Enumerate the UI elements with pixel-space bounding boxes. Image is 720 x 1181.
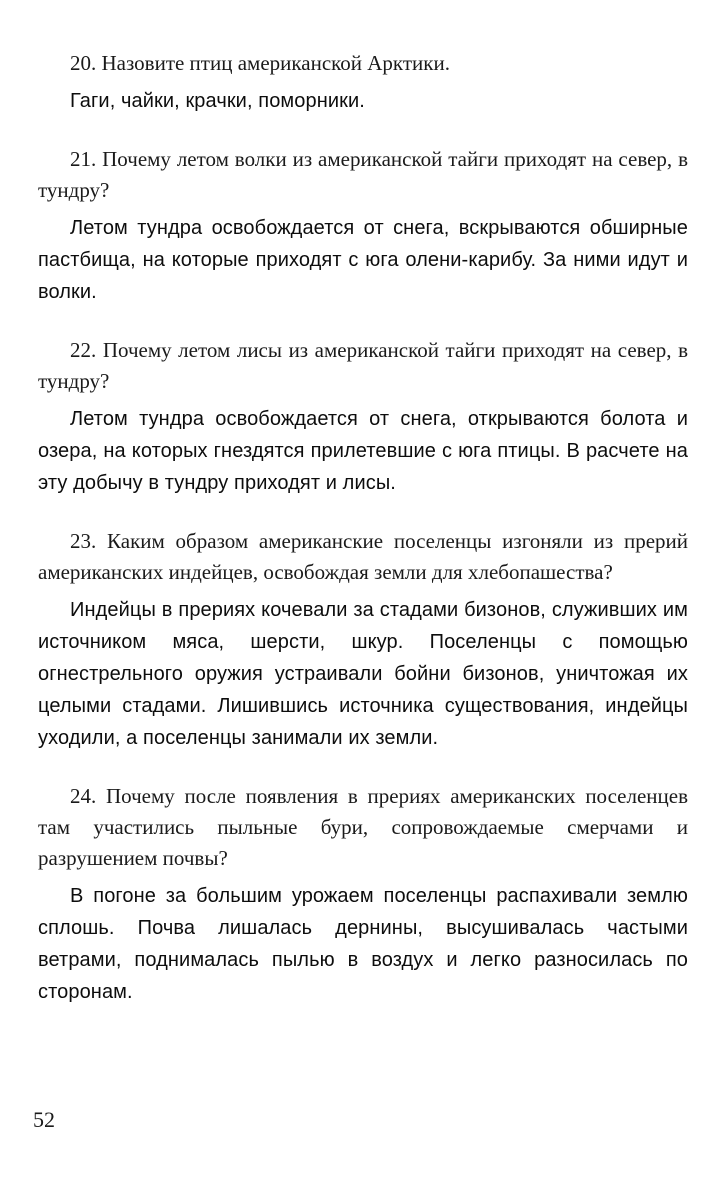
qa-item-20 <box>38 48 688 117</box>
page-content <box>38 48 688 1035</box>
question-text: 23. Каким образом американские поселенцы изгоняли из прерий американских индейцев, освобождая земли для хлебопашества? <box>38 529 688 584</box>
answer-text: Гаги, чайки, крачки, поморники. <box>70 90 365 112</box>
qa-item-21 <box>38 144 688 308</box>
question-text: 24. Почему после появления в прериях американских поселенцев там участились пыльные бури, сопровождаемые смерчами и разрушением почвы? <box>38 784 688 870</box>
answer-text: Летом тундра освобождается от снега, вскрываются обширные пастбища, на которые приходят с юга олени-карибу. За ними идут и волки. <box>38 217 688 303</box>
qa-item-22 <box>38 335 688 499</box>
question-text: 22. Почему летом лисы из американской тайги приходят на север, в тундру? <box>38 338 688 393</box>
qa-item-24 <box>38 781 688 1008</box>
answer-text: В погоне за большим урожаем поселенцы распахивали землю сплошь. Почва лишалась дернины, высушивалась частыми ветрами, поднималась пылью в воздух и легко разносилась по сторонам. <box>38 885 688 1003</box>
page-number: 52 <box>33 1107 55 1132</box>
answer-text: Индейцы в прериях кочевали за стадами бизонов, служивших им источником мяса, шерсти, шкур. Поселенцы с помощью огнестрельного оружия устраивали бойни бизонов, уничтожая их целыми стадами. Лишившись источника существования, индейцы уходили, а поселенцы занимали их земли. <box>38 599 688 749</box>
question-text: 20. Назовите птиц американской Арктики. <box>70 51 450 75</box>
question-text: 21. Почему летом волки из американской тайги приходят на север, в тундру? <box>38 147 688 202</box>
qa-item-23 <box>38 526 688 754</box>
answer-text: Летом тундра освобождается от снега, открываются болота и озера, на которых гнездятся прилетевшие с юга птицы. В расчете на эту добычу в тундру приходят и лисы. <box>38 408 688 494</box>
